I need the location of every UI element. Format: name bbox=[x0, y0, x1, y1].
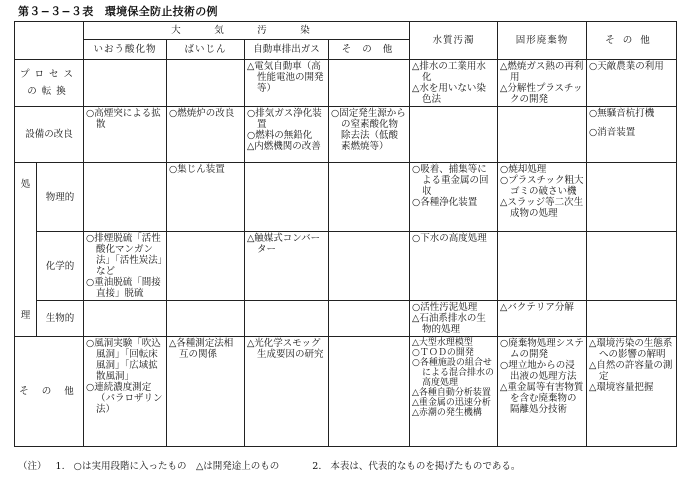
cell-process-air-other bbox=[329, 60, 410, 107]
cell-chemical-exhaust bbox=[245, 232, 329, 301]
cell-process-sox bbox=[84, 60, 167, 107]
technology-table bbox=[14, 21, 677, 447]
footnote-1-number: 1. bbox=[55, 461, 65, 472]
cell-other-air-other bbox=[329, 337, 410, 447]
list-item: ○重油脱硫「間接直接」脱硫 bbox=[86, 277, 161, 299]
row-label-chemical: 化学的 bbox=[37, 232, 84, 301]
cell-biological-sox bbox=[84, 301, 167, 337]
cell-process-other bbox=[587, 60, 677, 107]
list-item: ○風洞実験「吹込風洞」「回転床風洞」「広域拡散風洞」 bbox=[86, 338, 161, 382]
cell-other-sox bbox=[84, 337, 167, 447]
cell-other-exhaust bbox=[245, 337, 329, 447]
list-item: △自然の許容量の測定 bbox=[589, 360, 673, 382]
header-other: その他 bbox=[587, 22, 677, 60]
cell-equipment-waste bbox=[498, 107, 587, 163]
corner-cell bbox=[15, 22, 84, 60]
list-item: ○排煙脱硫「活性酸化マンガン法」「活性炭法」など bbox=[86, 233, 163, 277]
row-label-equipment: 設備の改良 bbox=[15, 107, 84, 163]
list-item: ○下水の高度処理 bbox=[412, 233, 487, 244]
header-water-pollution: 水質汚濁 bbox=[410, 22, 498, 60]
list-item: ○各種施設の組合せによる混合排水の高度処理 bbox=[412, 358, 495, 388]
cell-other-dust bbox=[167, 337, 245, 447]
list-item: △電気自動車（高性能電池の開発等） bbox=[247, 61, 324, 94]
list-item: △重金属等有害物質を含む廃棄物の隔離処分技術 bbox=[500, 382, 584, 415]
cell-process-waste bbox=[498, 60, 587, 107]
list-item: △各種自動分析装置 bbox=[412, 388, 491, 398]
row-label-process bbox=[15, 60, 84, 107]
list-item: △触媒式コンバーター bbox=[247, 233, 321, 255]
cell-other-other bbox=[587, 337, 677, 447]
list-item: ○吸着、捕集等による重金属の回収 bbox=[412, 164, 489, 197]
list-item: ○排気ガス浄化装置 bbox=[247, 108, 322, 130]
list-item: △各種測定法相互の関係 bbox=[169, 338, 234, 360]
cell-equipment-dust bbox=[167, 107, 245, 163]
footnote bbox=[18, 458, 526, 472]
header-solid-waste: 固形廃棄物 bbox=[498, 22, 587, 60]
row-label-physical: 物理的 bbox=[37, 163, 84, 232]
footnote-2-number: 2. bbox=[312, 461, 322, 472]
list-item: ○活性汚泥処理 bbox=[412, 302, 478, 313]
cell-chemical-dust bbox=[167, 232, 245, 301]
header-air-pollution: 大 気 汚 染 bbox=[84, 22, 410, 40]
list-item: △内燃機関の改善 bbox=[247, 141, 321, 152]
list-item: ○無騒音杭打機 bbox=[589, 108, 655, 119]
cell-biological-exhaust bbox=[245, 301, 329, 337]
list-item: △水を用いない染色法 bbox=[412, 83, 486, 105]
row-label-process-line2: の転換 bbox=[27, 86, 71, 97]
list-item: ○集じん装置 bbox=[169, 164, 225, 175]
list-item: △スラッジ等二次生成物の処理 bbox=[500, 197, 584, 219]
list-item: ○プラスチック粗大ゴミの破さい機 bbox=[500, 175, 584, 197]
list-item: △石油系排水の生物的処理 bbox=[412, 313, 486, 335]
footnote-2-text: 本表は、代表的なものを掲げたものである。 bbox=[330, 461, 521, 472]
cell-physical-exhaust bbox=[245, 163, 329, 232]
cell-chemical-waste bbox=[498, 232, 587, 301]
list-item: ○天敵農業の利用 bbox=[589, 61, 664, 72]
cell-process-dust bbox=[167, 60, 245, 107]
row-label-other: そ の 他 bbox=[15, 337, 84, 447]
footnote-1-text: ○は実用段階に入ったもの △は開発途上のもの bbox=[73, 461, 280, 472]
list-item: △光化学スモッグ生成要因の研究 bbox=[247, 338, 324, 360]
list-item: ○埋立地からの浸出液の処理方法 bbox=[500, 360, 577, 382]
cell-physical-dust bbox=[167, 163, 245, 232]
cell-physical-other bbox=[587, 163, 677, 232]
cell-process-exhaust bbox=[245, 60, 329, 107]
cell-biological-other bbox=[587, 301, 677, 337]
list-item: △赤潮の発生機構 bbox=[412, 408, 482, 418]
cell-biological-air-other bbox=[329, 301, 410, 337]
list-item: ○各種浄化装置 bbox=[412, 197, 478, 208]
row-label-process-line1: プロセス bbox=[19, 69, 78, 80]
list-item: ○固定発生源からの窒素酸化物除去法（低酸素燃焼等） bbox=[331, 108, 406, 152]
cell-chemical-water bbox=[410, 232, 498, 301]
header-sulfur-oxides: いおう酸化物 bbox=[84, 40, 167, 60]
list-item: ○廃棄物処理システムの開発 bbox=[500, 338, 584, 360]
cell-physical-water bbox=[410, 163, 498, 232]
cell-physical-air-other bbox=[329, 163, 410, 232]
list-item: △排水の工業用水化 bbox=[412, 61, 486, 83]
cell-physical-waste bbox=[498, 163, 587, 232]
list-item: △環境容量把握 bbox=[589, 382, 654, 393]
cell-equipment-sox bbox=[84, 107, 167, 163]
list-item: ○連続濃度測定（パラロザリン法） bbox=[86, 382, 163, 415]
list-item: △重金属の迅速分析 bbox=[412, 398, 491, 408]
row-label-treatment-char1: 処 bbox=[20, 178, 31, 190]
list-item: ○燃焼炉の改良 bbox=[169, 108, 235, 119]
row-label-treatment-char2: 理 bbox=[20, 309, 31, 321]
cell-process-water bbox=[410, 60, 498, 107]
row-label-biological: 生物的 bbox=[37, 301, 84, 337]
cell-equipment-exhaust bbox=[245, 107, 329, 163]
list-item: △大型水理模型 bbox=[412, 338, 473, 348]
row-label-treatment bbox=[15, 163, 37, 337]
header-air-other: そ の 他 bbox=[329, 40, 410, 60]
cell-equipment-water bbox=[410, 107, 498, 163]
list-item: ○焼却処理 bbox=[500, 164, 547, 175]
cell-other-water bbox=[410, 337, 498, 447]
header-dust: ばいじん bbox=[167, 40, 245, 60]
table-caption: 第３−３−３表 環境保全防止技術の例 bbox=[18, 5, 218, 18]
cell-chemical-other bbox=[587, 232, 677, 301]
list-item: △環境汚染の生態系への影響の解明 bbox=[589, 338, 673, 360]
cell-other-waste bbox=[498, 337, 587, 447]
cell-biological-dust bbox=[167, 301, 245, 337]
cell-physical-sox bbox=[84, 163, 167, 232]
treatment-spacer bbox=[17, 190, 34, 310]
cell-equipment-air-other bbox=[329, 107, 410, 163]
cell-chemical-sox bbox=[84, 232, 167, 301]
list-item: ○消音装置 bbox=[589, 127, 636, 138]
cell-equipment-other bbox=[587, 107, 677, 163]
cell-biological-water bbox=[410, 301, 498, 337]
list-item: △バクテリア分解 bbox=[500, 302, 574, 313]
header-vehicle-exhaust: 自動車排出ガス bbox=[245, 40, 329, 60]
list-item: △分解性プラスチックの開発 bbox=[500, 83, 583, 105]
list-item: ○ＴＯＤの開発 bbox=[412, 348, 474, 358]
list-item: ○燃料の無鉛化 bbox=[247, 130, 313, 141]
cell-chemical-air-other bbox=[329, 232, 410, 301]
cell-biological-waste bbox=[498, 301, 587, 337]
list-item: ○高煙突による拡散 bbox=[86, 108, 161, 130]
list-item: △燃焼ガス熱の再利用 bbox=[500, 61, 584, 83]
footnote-label: （注） bbox=[18, 461, 47, 472]
